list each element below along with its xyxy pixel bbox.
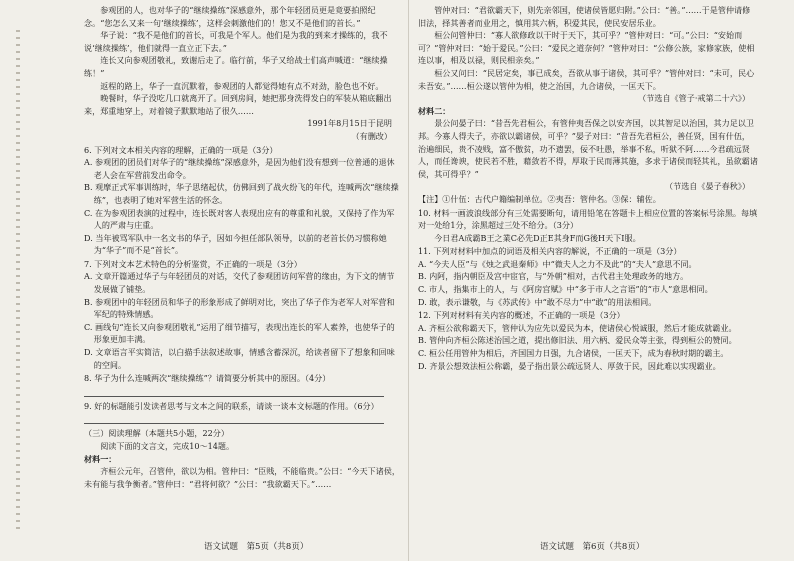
- q11-option-c: C. 市人，指集市上的人，与《阿房宫赋》中“多于市人之言语”的“市人”意思相同。: [418, 284, 713, 295]
- material-1-paragraph: 桓公问管仲曰：“寡人欲修政以干时于天下，其可乎？”管仲对曰：“可。”公曰：“安始而可？”管仲对曰：“始于爱民。”公曰：“爱民之道奈何？”管仲对曰：“公修公族，家修家族，使相连以事，相及以禄，则民相亲矣。”: [418, 30, 755, 66]
- story-paragraph: 参观团的人，也对华子的“继续操练”深感意外，那个年轻团员更是竟要拍照纪念。“您怎么又来一句‘继续操练’，这样会刺激他们的！您又不是他们的首长。”: [84, 5, 376, 28]
- q12-option-b: B. 管仲向齐桓公陈述治国之道，提出修旧法、用六柄、爱民众等主张，得到桓公的赞同。: [418, 335, 737, 346]
- q6-option-a: A. 参观团的团员们对华子的“继续操练”深感意外，是因为他们没有想到一位普通的退休老人会在军营前发出命令。: [84, 157, 395, 180]
- q6-option-c: C. 在为参观团表演的过程中，连长既对客人表现出应有的尊重和礼貌，又保持了作为军人的严肃与庄重。: [84, 207, 395, 231]
- q11-option-d: D. 敢，表示谦敬，与《苏武传》中“敢不尽力”中“敢”的用法相同。: [418, 296, 657, 307]
- q7-option-d: D. 文章语言平实简洁，以白描手法叙述故事，情感含蓄深沉，给读者留下了想象和回味的空间。: [84, 347, 395, 370]
- q6-option-d: D. 当年被骂军队中一名文书的华子，因如今担任部队领导，以前的老首长仍习惯称她为“华子”而不是“首长”。: [84, 232, 387, 256]
- material-1-source: （节选自《管子·戒第二十六》）: [638, 93, 750, 104]
- material-2-source: （节选自《晏子春秋》）: [665, 181, 750, 192]
- story-paragraph: 连长又向参观团敬礼，致谢后走了。临行前，华子又给战士们高声喊道：“继续操练！”: [84, 55, 388, 78]
- footer-right-page-number: 语文试题 第6页（共8页）: [540, 542, 645, 552]
- material-1-paragraph: 桓公又问曰：“民居定矣，事已成矣，吾欲从事于诸侯，其可乎？”管仲对曰：“未可，民心未吾安。”……桓公遂以管仲为相，使之治国，九合诸侯，一匡天下。: [418, 67, 755, 91]
- annotation-note: 【注】①什伍：古代户籍编制单位。②夷吾：管仲名。③保：辅佐。: [418, 193, 661, 204]
- section-heading: （三）阅读理解（本题共5小题，22分）: [84, 428, 229, 439]
- question-11: 11. 下列对材料中加点的词语及相关内容的解说，不正确的一项是（3分）: [418, 246, 682, 257]
- q10-sentence: 今日君A成霸B王之業C必先D正E其身F而G後H天下I服。: [434, 232, 641, 243]
- q12-option-d: D. 齐景公想效法桓公称霸，晏子指出景公疏远贤人、厚敛于民，因此难以实现霸业。: [418, 360, 721, 371]
- material-1-text: 齐桓公元年，召管仲，欲以为相。管仲曰：“臣贱，不能临贵。”公曰：“今天下诸侯，未有能与我争衡者。”管仲曰：“君将何欲？”公曰：“我欲霸天下。”……: [84, 466, 400, 489]
- material-1-label: 材料一：: [84, 453, 117, 464]
- q7-option-c: C. 画线句“连长又向参观团敬礼”运用了细节描写，表现出连长的军人素养，也使华子的形象更加丰满。: [84, 321, 395, 345]
- story-paragraph: 晚餐时，华子没吃几口就离开了。回到房间，她把那身洗得发白的军装从箱底翻出来，郑重地穿上，对着镜子默默地站了很久……: [84, 93, 392, 116]
- story-source: （有删改）: [351, 130, 392, 141]
- question-7: 7. 下列对文本艺术特色的分析鉴赏，不正确的一项是（3分）: [84, 258, 302, 269]
- q12-option-a: A. 齐桓公欲称霸天下，管仲认为应先以爱民为本，使诸侯心悦诚服，然后才能成就霸业。: [418, 322, 737, 333]
- footer-left-page-number: 语文试题 第5页（共8页）: [204, 542, 309, 552]
- left-page-column: [84, 4, 400, 534]
- q7-option-a: A. 文章开篇通过华子与年轻团员的对话，交代了参观团访问军营的缘由，为下文的情节发展做了铺垫。: [84, 271, 395, 295]
- question-12: 12. 下列对材料有关内容的概述，不正确的一项是（3分）: [418, 310, 625, 321]
- story-paragraph: 华子说：“我不是他们的首长，可我是个军人。他们是为我的到来才操练的，我不说‘继续操练’，他们就得一直立正下去。”: [84, 30, 388, 53]
- story-paragraph: 返程的路上，华子一直沉默着，参观团的人都觉得她有点不对劲，脸色也不好。: [100, 80, 384, 91]
- question-9: 9. 好的标题能引发读者思考与文本之间的联系，请谈一谈本文标题的作用。（6分）: [84, 400, 379, 411]
- section-instruction: 阅读下面的文言文，完成10～14题。: [100, 441, 235, 451]
- binding-dots: [16, 30, 20, 530]
- answer-line: [84, 413, 384, 424]
- q11-option-b: B. 内阿，指内朝臣及宫中宦官，与“外朝”相对，古代君主处理政务的地方。: [418, 271, 689, 282]
- answer-line: [84, 386, 384, 397]
- material-2-label: 材料二：: [418, 105, 451, 116]
- question-6: 6. 下列对文本相关内容的理解，正确的一项是（3分）: [84, 144, 278, 155]
- material-1-paragraph: 管仲对曰：“君欲霸天下，则先亲邻国，使诸侯皆愿归附。”公曰：“善。”……于是管仲请修旧法，择其善者而业用之，慎用其六柄，积爱其民，使民安居乐业。: [418, 5, 751, 28]
- q11-option-a: A. “今夫人臣”与《烛之武退秦师》中“微夫人之力不及此”的“夫人”意思不同。: [418, 258, 697, 269]
- material-2-text: 景公问晏子曰：“昔吾先君桓公，有管仲夷吾保之以安齐国，以其智足以治国，其力足以卫邦。今寡人得夫子，亦欲以霸诸侯，可乎？”晏子对曰：“昔吾先君桓公，善任贤，国有什伍，治遍细民，贵不凌贱，富不傲贫，功不遗罢，佞不吐愚，举事不私，听狱不阿……今君疏远贤人，而任谗谀，使民若不胜，藉敛若不得，厚取于民而薄其施，多求于诸侯而轻其礼，虽欲霸诸侯，其可得乎？”: [418, 118, 758, 179]
- q7-option-b: B. 参观团中的年轻团员和华子的形象形成了鲜明对比，突出了华子作为老军人对军营和军纪的特殊情感。: [84, 296, 395, 320]
- page-fold-line: [408, 0, 409, 561]
- q6-option-b: B. 观摩正式军事训练时，华子思绪起伏，仿佛回到了战火纷飞的年代，连喊两次“继续操练”，也表明了她对军营生活的怀念。: [84, 182, 399, 205]
- question-10: 10. 材料一画波浪线部分有三处需要断句，请用铅笔在答题卡上相应位置的答案标号涂黑。每填对一处给1分，涂黑超过三处不给分。（3分）: [418, 207, 758, 231]
- q12-option-c: C. 桓公任用管仲为相后，齐国国力日强，九合诸侯，一匡天下，成为春秋时期的霸主。: [418, 348, 729, 359]
- question-8: 8. 华子为什么连喊两次“继续操练”？请简要分析其中的原因。（4分）: [84, 373, 331, 384]
- story-date: 1991年8月15日于昆明: [307, 118, 392, 129]
- right-page-column: [418, 4, 758, 534]
